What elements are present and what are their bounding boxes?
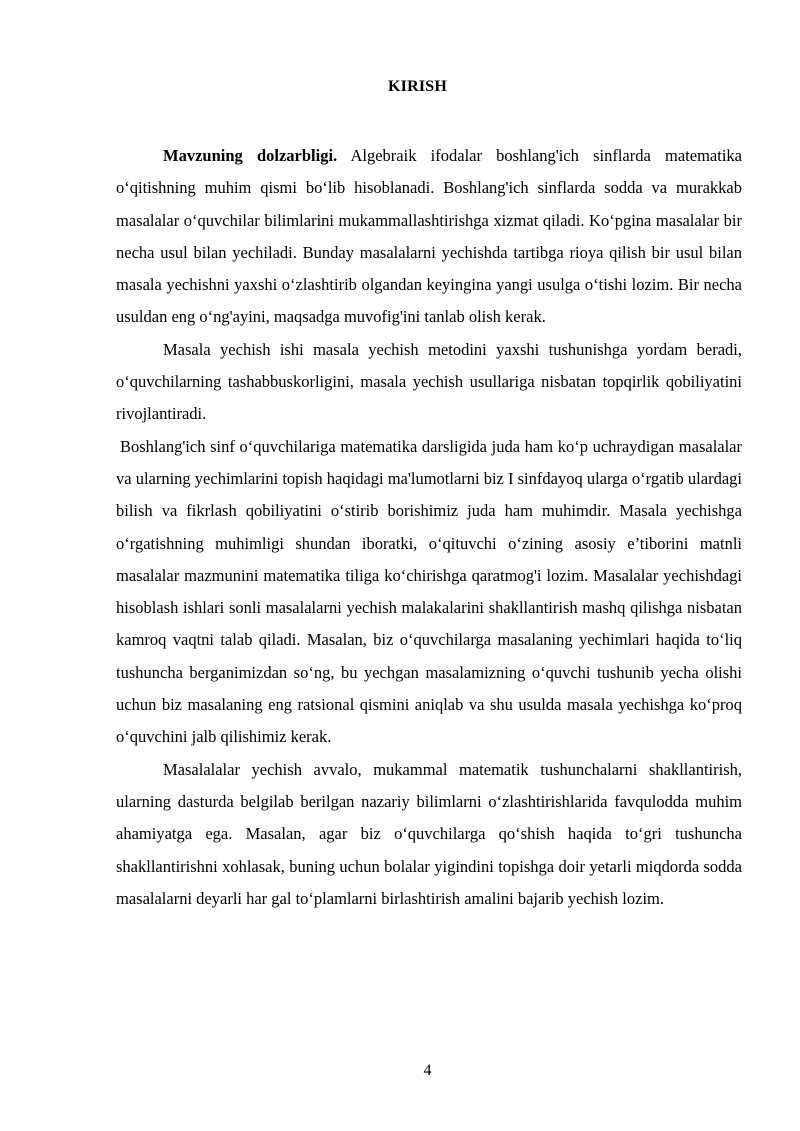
paragraph-problem-solving: Masala yechish ishi masala yechish metodini yaxshi tushunishga yordam beradi, o‘quvchilarning tashabbuskorligini, masala yechish usullariga nisbatan topqirlik qobiliyatini rivojlantiradi. — [116, 339, 742, 424]
page-title: KIRISH — [388, 78, 447, 95]
paragraph-lead-heading: Mavzuning dolzarbligi. — [163, 146, 338, 165]
paragraph-relevance-text: Algebraik ifodalar boshlang'ich sinflarda matematika o‘qitishning muhim qismi bo‘lib hisoblanadi. Boshlang'ich sinflarda sodda va murakkab masalalar o‘quvchilar bilimlarini mukammallashtirishga xizmat qiladi. Ko‘pgina masalalar bir necha usul bilan yechiladi. Bunday masalalarni yechishda tartibga rioya qilish bir usul bilan masala yechishni yaxshi o‘zlashtirib olgandan keyingina yangi usulga o‘tishi lozim. Bir necha usuldan eng o‘ng'ayini, maqsadga muvofig'ini tanlab olish kerak. — [116, 146, 742, 327]
paragraph-relevance — [116, 140, 742, 334]
paragraph-primary-school: Boshlang'ich sinf o‘quvchilariga matematika darsligida juda ham ko‘p uchraydigan masalalar va ularning yechimlarini topish haqidagi ma'lumotlarni biz I sinfdayoq ularga o‘rgatib ulardagi bilish va fikrlash qobiliyatini o‘stirib borishimiz juda ham muhimdir. Masala yechishga o‘rgatishning muhimligi shundan iboratki, o‘qituvchi o‘zining asosiy e’tiborini matnli masalalar mazmunini matematika tiliga ko‘chirishga qaratmog'i lozim. Masalalar yechishdagi hisoblash ishlari sonli masalalarni yechish malakalarini shakllantirish mashq qilishga nisbatan kamroq vaqtni talab qiladi. Masalan, biz o‘quvchilarga masalaning yechimlari haqida to‘liq tushuncha berganimizdan so‘ng, bu yechgan masalamizning o‘quvchi tushunib yecha olishi uchun biz masalaning eng ratsional qismini aniqlab va shu usulda masala yechishga ko‘proq o‘quvchini jalb qilishimiz kerak. — [116, 436, 742, 747]
page-number: 4 — [423, 1062, 432, 1079]
paragraph-concepts: Masalalalar yechish avvalo, mukammal matematik tushunchalarni shakllantirish, ularning dasturda belgilab berilgan nazariy bilimlarni o‘zlashtirishlarida favqulodda muhim ahamiyatga ega. Masalan, agar biz o‘quvchilarga qo‘shish haqida to‘gri tushuncha shakllantirishni xohlasak, buning uchun bolalar yigindini topishga doir yetarli miqdorda sodda masalalarni deyarli har gal to‘plamlarni birlashtirish amalini bajarib yechish lozim. — [116, 759, 742, 908]
body-text — [116, 140, 742, 915]
